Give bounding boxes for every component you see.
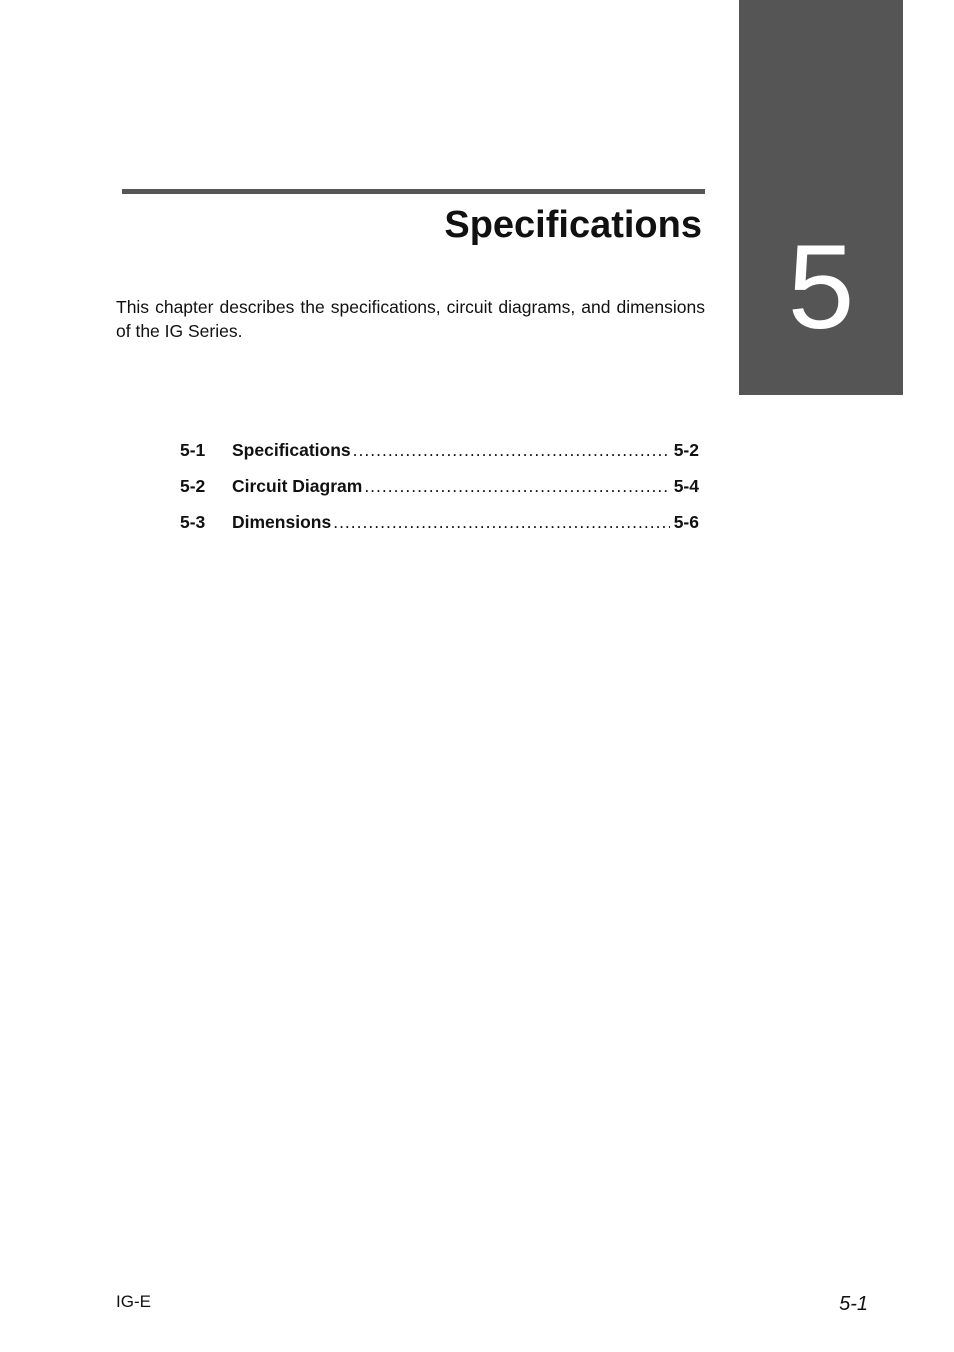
toc-item-title: Specifications (232, 440, 351, 460)
chapter-number: 5 (787, 220, 855, 354)
toc-dot-leader (364, 472, 669, 500)
toc-item-specifications[interactable] (180, 436, 699, 472)
toc-item-page: 5-2 (673, 440, 699, 460)
footer-document-code: IG-E (116, 1292, 151, 1311)
toc-item-title: Circuit Diagram (232, 476, 363, 496)
chapter-tab (739, 0, 903, 395)
toc-item-page: 5-4 (673, 476, 699, 496)
title-rule (122, 189, 705, 194)
page-title: Specifications (444, 204, 702, 246)
toc-dot-leader (333, 508, 670, 536)
toc-dot-leader (353, 436, 670, 464)
toc-item-number: 5-2 (180, 476, 206, 496)
toc-item-dimensions[interactable] (180, 508, 699, 544)
table-of-contents (180, 436, 699, 544)
toc-item-number: 5-3 (180, 512, 206, 532)
toc-item-page: 5-6 (673, 512, 699, 532)
chapter-description: This chapter describes the specifications, circuit diagrams, and dimensions of the IG Series. (116, 297, 705, 341)
footer-page-number: 5-1 (839, 1293, 868, 1315)
toc-item-number: 5-1 (180, 440, 206, 460)
toc-item-title: Dimensions (232, 512, 332, 532)
toc-item-circuit-diagram[interactable] (180, 472, 699, 508)
